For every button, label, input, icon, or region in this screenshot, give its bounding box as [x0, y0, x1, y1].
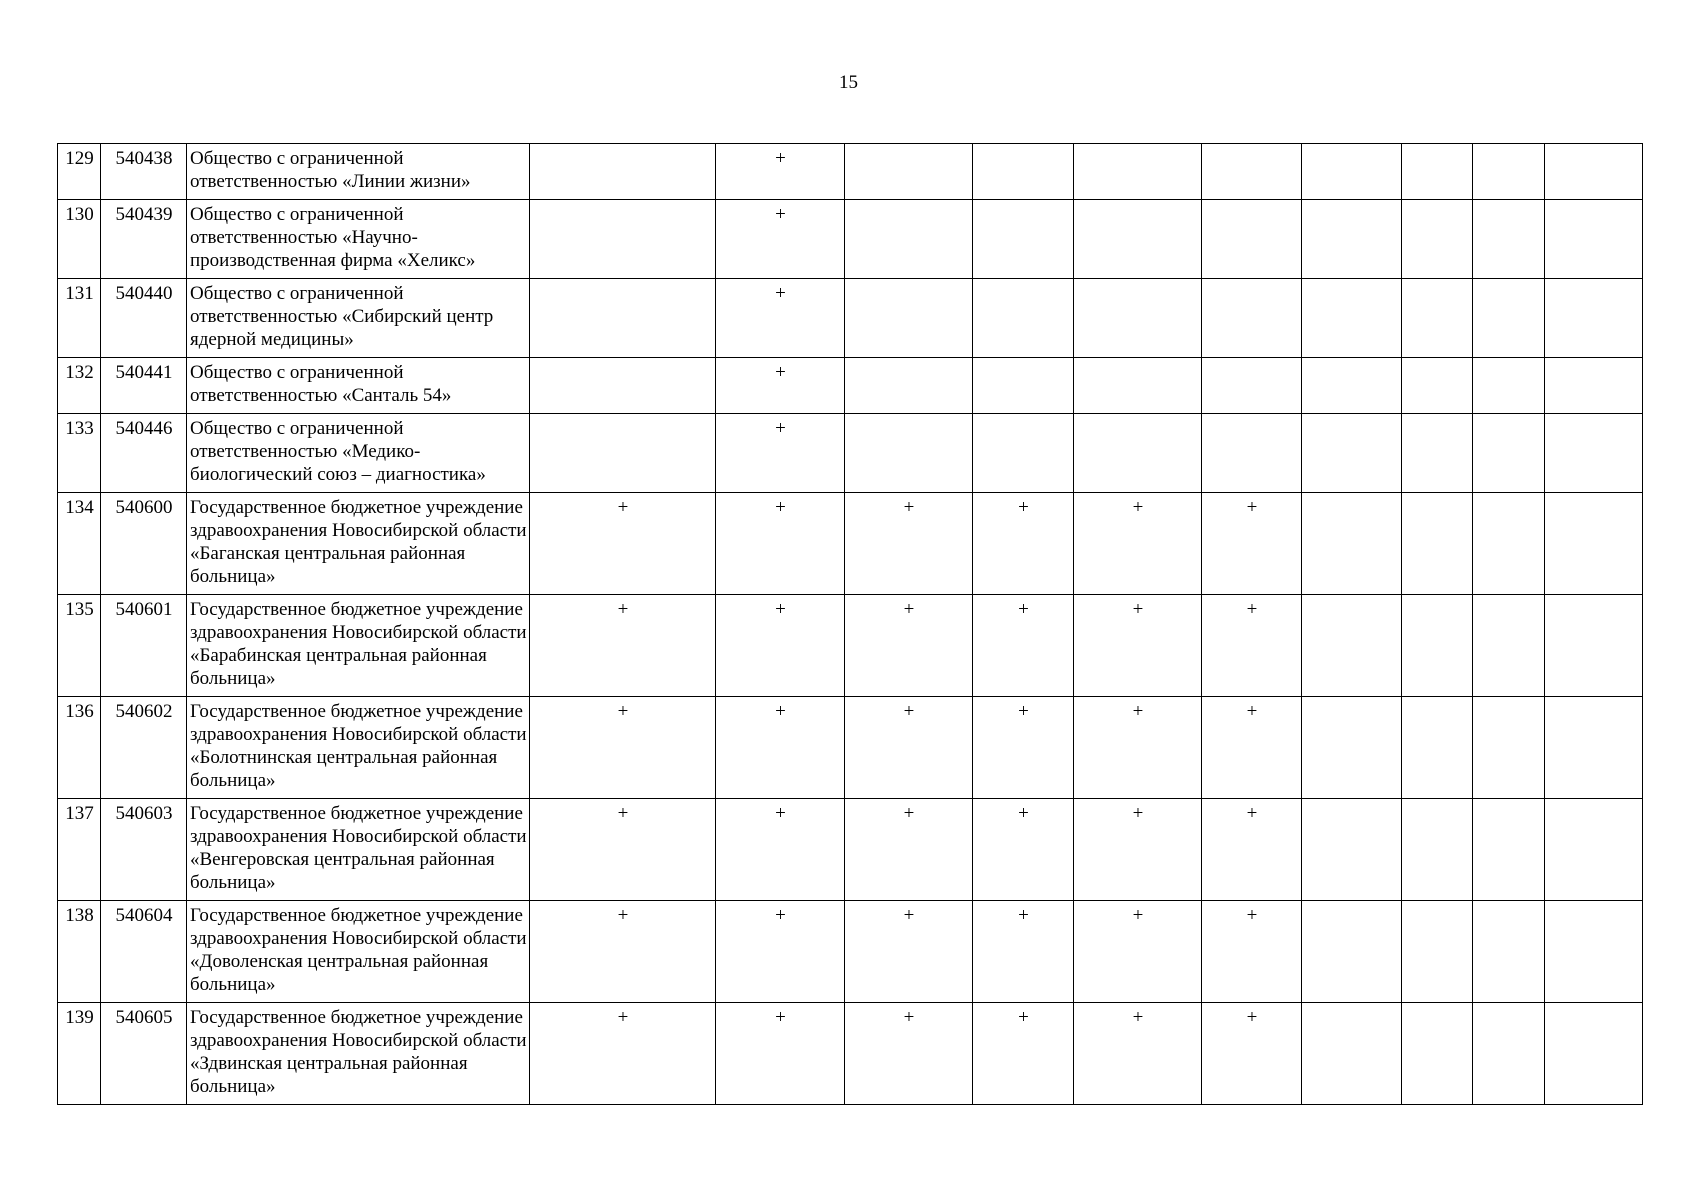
mark-cell	[973, 144, 1074, 200]
mark-cell	[1402, 358, 1473, 414]
organization-name: Государственное бюджетное учреждение здравоохранения Новосибирской области «Барабинская центральная районная больница»	[187, 595, 530, 697]
organization-name: Государственное бюджетное учреждение здравоохранения Новосибирской области «Доволенская центральная районная больница»	[187, 901, 530, 1003]
row-number: 134	[58, 493, 101, 595]
table-row	[58, 901, 1643, 1003]
mark-cell	[1402, 1003, 1473, 1105]
mark-cell: +	[530, 697, 716, 799]
organization-name: Государственное бюджетное учреждение здравоохранения Новосибирской области «Здвинская центральная районная больница»	[187, 1003, 530, 1105]
mark-cell: +	[530, 1003, 716, 1105]
row-number: 130	[58, 200, 101, 279]
mark-cell	[1074, 144, 1202, 200]
mark-cell	[1202, 414, 1302, 493]
mark-cell: +	[530, 901, 716, 1003]
organization-code: 540438	[101, 144, 187, 200]
mark-cell	[1545, 697, 1643, 799]
organization-name: Общество с ограниченной ответственностью «Научно-производственная фирма «Хеликс»	[187, 200, 530, 279]
mark-cell	[1473, 414, 1545, 493]
row-number: 132	[58, 358, 101, 414]
mark-cell	[1402, 279, 1473, 358]
organization-code: 540440	[101, 279, 187, 358]
mark-cell	[1302, 358, 1402, 414]
mark-cell	[1402, 493, 1473, 595]
organization-code: 540602	[101, 697, 187, 799]
mark-cell	[845, 144, 973, 200]
mark-cell	[1402, 697, 1473, 799]
mark-cell	[1473, 279, 1545, 358]
table-row	[58, 200, 1643, 279]
mark-cell	[1545, 595, 1643, 697]
organization-code: 540603	[101, 799, 187, 901]
table-row	[58, 414, 1643, 493]
mark-cell	[1302, 1003, 1402, 1105]
mark-cell: +	[716, 697, 845, 799]
table-row	[58, 1003, 1643, 1105]
mark-cell: +	[1202, 697, 1302, 799]
organization-code: 540441	[101, 358, 187, 414]
mark-cell	[1074, 200, 1202, 279]
mark-cell	[845, 414, 973, 493]
mark-cell	[1473, 144, 1545, 200]
mark-cell: +	[1074, 799, 1202, 901]
row-number: 133	[58, 414, 101, 493]
mark-cell: +	[1202, 493, 1302, 595]
mark-cell	[973, 414, 1074, 493]
mark-cell: +	[716, 414, 845, 493]
mark-cell: +	[973, 799, 1074, 901]
mark-cell	[1545, 200, 1643, 279]
mark-cell: +	[530, 595, 716, 697]
mark-cell	[1302, 279, 1402, 358]
mark-cell: +	[716, 358, 845, 414]
organization-code: 540605	[101, 1003, 187, 1105]
mark-cell: +	[716, 595, 845, 697]
organization-code: 540446	[101, 414, 187, 493]
mark-cell: +	[716, 144, 845, 200]
mark-cell: +	[716, 901, 845, 1003]
table-row	[58, 493, 1643, 595]
mark-cell	[1074, 358, 1202, 414]
mark-cell: +	[716, 1003, 845, 1105]
organization-name: Общество с ограниченной ответственностью «Линии жизни»	[187, 144, 530, 200]
mark-cell	[1545, 901, 1643, 1003]
mark-cell	[1074, 414, 1202, 493]
mark-cell	[1473, 358, 1545, 414]
mark-cell	[530, 200, 716, 279]
organization-name: Общество с ограниченной ответственностью «Санталь 54»	[187, 358, 530, 414]
mark-cell: +	[716, 493, 845, 595]
row-number: 139	[58, 1003, 101, 1105]
mark-cell: +	[1074, 493, 1202, 595]
mark-cell	[1074, 279, 1202, 358]
mark-cell: +	[1074, 595, 1202, 697]
mark-cell	[1202, 144, 1302, 200]
mark-cell: +	[845, 799, 973, 901]
mark-cell: +	[973, 697, 1074, 799]
mark-cell: +	[973, 595, 1074, 697]
organization-code: 540600	[101, 493, 187, 595]
mark-cell	[845, 358, 973, 414]
mark-cell: +	[1074, 901, 1202, 1003]
table-row	[58, 279, 1643, 358]
mark-cell	[1202, 358, 1302, 414]
mark-cell	[1473, 901, 1545, 1003]
mark-cell	[1545, 799, 1643, 901]
mark-cell: +	[1074, 1003, 1202, 1105]
mark-cell	[1302, 697, 1402, 799]
organization-code: 540439	[101, 200, 187, 279]
mark-cell	[1402, 595, 1473, 697]
mark-cell	[973, 279, 1074, 358]
mark-cell: +	[973, 1003, 1074, 1105]
mark-cell	[1302, 200, 1402, 279]
mark-cell: +	[1202, 1003, 1302, 1105]
row-number: 136	[58, 697, 101, 799]
mark-cell	[1402, 144, 1473, 200]
mark-cell: +	[716, 799, 845, 901]
mark-cell	[973, 200, 1074, 279]
mark-cell	[530, 144, 716, 200]
mark-cell	[1202, 279, 1302, 358]
mark-cell: +	[1202, 799, 1302, 901]
mark-cell	[1202, 200, 1302, 279]
mark-cell	[1545, 1003, 1643, 1105]
mark-cell	[1545, 493, 1643, 595]
mark-cell: +	[845, 595, 973, 697]
mark-cell: +	[1202, 901, 1302, 1003]
organization-name: Общество с ограниченной ответственностью «Сибирский центр ядерной медицины»	[187, 279, 530, 358]
mark-cell: +	[530, 493, 716, 595]
mark-cell	[845, 279, 973, 358]
mark-cell	[1473, 493, 1545, 595]
organization-name: Государственное бюджетное учреждение здравоохранения Новосибирской области «Баганская центральная районная больница»	[187, 493, 530, 595]
table-row	[58, 799, 1643, 901]
mark-cell	[845, 200, 973, 279]
mark-cell: +	[973, 901, 1074, 1003]
mark-cell	[530, 279, 716, 358]
mark-cell	[973, 358, 1074, 414]
mark-cell: +	[716, 279, 845, 358]
registry-table	[57, 143, 1643, 1105]
mark-cell	[1473, 799, 1545, 901]
organization-name: Государственное бюджетное учреждение здравоохранения Новосибирской области «Болотнинская центральная районная больница»	[187, 697, 530, 799]
mark-cell	[1545, 279, 1643, 358]
row-number: 138	[58, 901, 101, 1003]
mark-cell	[1545, 358, 1643, 414]
mark-cell	[1402, 414, 1473, 493]
mark-cell	[530, 358, 716, 414]
mark-cell: +	[845, 493, 973, 595]
table-row	[58, 697, 1643, 799]
organization-name: Общество с ограниченной ответственностью «Медико-биологический союз – диагностика»	[187, 414, 530, 493]
row-number: 135	[58, 595, 101, 697]
mark-cell	[1473, 697, 1545, 799]
table-row	[58, 144, 1643, 200]
row-number: 131	[58, 279, 101, 358]
mark-cell: +	[845, 697, 973, 799]
page-number: 15	[839, 72, 858, 93]
mark-cell	[1302, 901, 1402, 1003]
mark-cell: +	[845, 901, 973, 1003]
mark-cell	[1302, 799, 1402, 901]
mark-cell	[1302, 414, 1402, 493]
mark-cell: +	[973, 493, 1074, 595]
mark-cell: +	[845, 1003, 973, 1105]
mark-cell	[1402, 799, 1473, 901]
mark-cell: +	[716, 200, 845, 279]
table-row	[58, 595, 1643, 697]
mark-cell	[1402, 901, 1473, 1003]
organization-code: 540601	[101, 595, 187, 697]
mark-cell	[1545, 144, 1643, 200]
mark-cell	[530, 414, 716, 493]
mark-cell	[1402, 200, 1473, 279]
mark-cell: +	[1074, 697, 1202, 799]
row-number: 137	[58, 799, 101, 901]
mark-cell	[1302, 493, 1402, 595]
organization-code: 540604	[101, 901, 187, 1003]
mark-cell: +	[530, 799, 716, 901]
row-number: 129	[58, 144, 101, 200]
mark-cell	[1473, 200, 1545, 279]
registry-body	[58, 144, 1643, 1105]
mark-cell	[1302, 144, 1402, 200]
mark-cell	[1302, 595, 1402, 697]
organization-name: Государственное бюджетное учреждение здравоохранения Новосибирской области «Венгеровская центральная районная больница»	[187, 799, 530, 901]
table-row	[58, 358, 1643, 414]
mark-cell	[1473, 595, 1545, 697]
mark-cell: +	[1202, 595, 1302, 697]
mark-cell	[1545, 414, 1643, 493]
mark-cell	[1473, 1003, 1545, 1105]
